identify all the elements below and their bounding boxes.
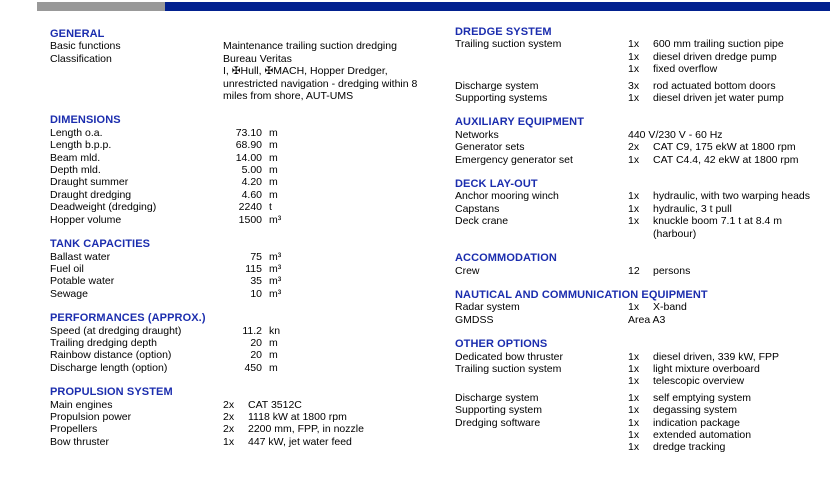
spec-quantity: 1x	[628, 190, 640, 203]
spec-label	[455, 63, 628, 75]
spec-value-line: miles from shore, AUT-UMS	[223, 90, 354, 103]
spec-quantity: 1x	[628, 38, 640, 51]
spec-value: 5.00	[241, 164, 262, 177]
spec-quantity: 2x	[628, 141, 640, 154]
spec-label: Rainbow distance (option)	[50, 349, 172, 362]
spec-row	[455, 190, 830, 202]
spec-unit: m	[269, 361, 278, 374]
spec-label: Beam mld.	[50, 151, 101, 164]
spec-description: CAT C9, 175 ekW at 1800 rpm	[653, 141, 796, 154]
spec-row	[50, 127, 422, 139]
spec-unit: m	[269, 126, 278, 139]
spec-value-line: I, ✠Hull, ✠MACH, Hopper Dredger,	[223, 65, 388, 78]
spec-row	[455, 38, 830, 50]
spec-description: dredge tracking	[653, 441, 726, 454]
spec-value: 20	[250, 349, 262, 362]
spec-label: Sewage	[50, 287, 88, 300]
spec-row	[455, 92, 830, 104]
spec-label: Crew	[455, 264, 480, 277]
spec-row	[455, 154, 830, 166]
spec-row	[455, 314, 830, 326]
spec-description: extended automation	[653, 428, 752, 441]
spec-value-line: Maintenance trailing suction dredging	[223, 40, 397, 53]
spec-value: 4.20	[241, 176, 262, 189]
spec-quantity: 1x	[628, 215, 640, 228]
spec-row	[455, 351, 830, 363]
spec-row	[50, 201, 422, 213]
spec-unit: m	[269, 188, 278, 201]
spec-row	[50, 40, 422, 52]
spec-value: 11.2	[242, 324, 262, 337]
spec-row	[50, 176, 422, 188]
section-title: DIMENSIONS	[50, 114, 121, 127]
spec-label: Generator sets	[455, 141, 525, 154]
spec-row	[455, 228, 830, 240]
spec-value: 115	[245, 262, 262, 275]
spec-label: Supporting system	[455, 404, 542, 417]
spec-row	[50, 263, 422, 275]
spec-label: Deadweight (dredging)	[50, 201, 157, 214]
spec-description: 600 mm trailing suction pipe	[653, 38, 784, 51]
spec-value-line: Bureau Veritas	[223, 52, 292, 65]
spec-row	[50, 214, 422, 226]
spec-label: Depth mld.	[50, 164, 101, 177]
spec-description: 1118 kW at 1800 rpm	[248, 410, 347, 423]
spec-row	[50, 399, 422, 411]
spec-value: 73.10	[235, 126, 262, 139]
spec-unit: m	[269, 336, 278, 349]
spec-label	[455, 429, 628, 441]
section-dredge-system	[455, 26, 830, 104]
spec-row	[455, 375, 830, 387]
spec-quantity: 1x	[628, 391, 640, 404]
spec-row	[455, 51, 830, 63]
spec-value: 14.00	[235, 151, 262, 164]
spec-description: 2200 mm, FPP, in nozzle	[248, 423, 364, 436]
spec-value: 4.60	[241, 188, 262, 201]
section-title: TANK CAPACITIES	[50, 238, 151, 251]
spec-unit: m	[269, 349, 278, 362]
spec-row	[50, 139, 422, 151]
spec-row	[50, 152, 422, 164]
spec-unit: t	[269, 201, 272, 214]
spec-row	[455, 141, 830, 153]
spec-unit: m	[269, 139, 278, 152]
spec-value: 10	[250, 287, 262, 300]
spec-row	[455, 215, 830, 227]
section-title: GENERAL	[50, 28, 105, 40]
section-title: NAUTICAL AND COMMUNICATION EQUIPMENT	[455, 288, 708, 301]
section-title: DECK LAY-OUT	[455, 178, 538, 191]
spec-value: 2240	[238, 201, 262, 214]
spec-quantity: 1x	[628, 63, 640, 76]
spec-row	[50, 189, 422, 201]
spec-row	[50, 251, 422, 263]
spec-label: Propellers	[50, 423, 98, 436]
section-title: OTHER OPTIONS	[455, 338, 548, 351]
spec-label: Fuel oil	[50, 262, 84, 275]
spec-value: 1500	[238, 213, 262, 226]
spec-label: Deck crane	[455, 215, 509, 228]
spec-quantity: 1x	[628, 301, 640, 314]
spec-unit: m³	[269, 275, 282, 288]
spec-description: CAT C4.4, 42 ekW at 1800 rpm	[653, 153, 799, 166]
spec-row	[50, 411, 422, 423]
spec-quantity: 1x	[628, 202, 640, 215]
spec-row	[50, 325, 422, 337]
spec-label: Classification	[50, 52, 112, 65]
spec-description: 447 kW, jet water feed	[248, 435, 352, 448]
spec-description: degassing system	[653, 404, 738, 417]
spec-description: hydraulic, 3 t pull	[653, 202, 732, 215]
spec-label: Dedicated bow thruster	[455, 350, 563, 363]
spec-value: 35	[250, 275, 262, 288]
spec-label: Radar system	[455, 301, 520, 314]
top-bar	[0, 0, 830, 12]
spec-label: Length b.p.p.	[50, 139, 112, 152]
spec-label: Discharge system	[455, 79, 539, 92]
spec-row	[50, 362, 422, 374]
section-deck-lay-out	[455, 178, 830, 240]
spec-description: CAT 3512C	[248, 398, 302, 411]
spec-row	[455, 80, 830, 92]
spec-value: 20	[250, 336, 262, 349]
spec-row	[50, 423, 422, 435]
spec-description: diesel driven dredge pump	[653, 50, 777, 63]
spec-row	[455, 129, 830, 141]
spec-unit: m³	[269, 250, 282, 263]
spec-unit: m³	[269, 262, 282, 275]
spec-unit: m³	[269, 213, 282, 226]
spec-label: Discharge system	[455, 391, 539, 404]
spec-description: light mixture overboard	[653, 362, 760, 375]
spec-unit: m	[269, 151, 278, 164]
section-title: PROPULSION SYSTEM	[50, 386, 173, 399]
spec-description: rod actuated bottom doors	[653, 79, 776, 92]
spec-quantity: 1x	[628, 362, 640, 375]
spec-label: Length o.a.	[50, 126, 103, 139]
section-nautical-and-communication-equipment	[455, 289, 830, 326]
spec-description: self emptying system	[653, 391, 752, 404]
spec-label: Main engines	[50, 398, 113, 411]
spec-description: X-band	[653, 301, 687, 314]
spec-row	[50, 337, 422, 349]
spec-row	[50, 164, 422, 176]
spec-quantity: 1x	[628, 404, 640, 417]
spec-quantity: 1x	[628, 350, 640, 363]
section-dimensions	[50, 114, 422, 226]
spec-description: diesel driven, 339 kW, FPP	[653, 350, 780, 363]
spec-label: Propulsion power	[50, 410, 132, 423]
section-title: AUXILIARY EQUIPMENT	[455, 116, 585, 129]
spec-quantity: 1x	[628, 441, 640, 454]
spec-quantity: 1x	[628, 375, 640, 388]
spec-description: indication package	[653, 416, 740, 429]
section-accommodation	[455, 252, 830, 277]
spec-label	[455, 375, 628, 387]
spec-quantity	[628, 228, 653, 240]
spec-label: Bow thruster	[50, 435, 109, 448]
spec-label: Discharge length (option)	[50, 361, 168, 374]
section-propulsion-system	[50, 386, 422, 448]
spec-row	[455, 301, 830, 313]
spec-label: Emergency generator set	[455, 153, 573, 166]
spec-label: Supporting systems	[455, 92, 548, 105]
spec-quantity: 3x	[628, 79, 640, 92]
left-column	[50, 28, 422, 460]
section-other-options	[455, 338, 830, 454]
spec-label	[455, 51, 628, 63]
spec-description: persons	[653, 264, 691, 277]
spec-value: 450	[244, 361, 262, 374]
top-bar-gray-segment	[37, 2, 165, 11]
section-title: PERFORMANCES (APPROX.)	[50, 312, 206, 325]
spec-quantity: 1x	[628, 416, 640, 429]
spec-label	[455, 228, 628, 240]
spec-label: Basic functions	[50, 40, 121, 53]
spec-unit: m	[269, 164, 278, 177]
spec-label: Networks	[455, 128, 499, 141]
spec-label: Trailing dredging depth	[50, 336, 158, 349]
spec-label	[455, 441, 628, 453]
spec-quantity: 2x	[223, 423, 235, 436]
spec-row	[455, 441, 830, 453]
spec-label: Capstans	[455, 202, 500, 215]
spec-label: Ballast water	[50, 250, 111, 263]
spec-quantity: 1x	[628, 92, 640, 105]
spec-row	[455, 363, 830, 375]
right-column	[455, 26, 830, 466]
spec-unit: m	[269, 176, 278, 189]
spec-quantity: 1x	[628, 50, 640, 63]
spec-quantity: 1x	[628, 428, 640, 441]
spec-row	[50, 275, 422, 287]
spec-description: knuckle boom 7.1 t at 8.4 m	[653, 215, 782, 228]
spec-label: Draught dredging	[50, 188, 132, 201]
spec-row	[50, 53, 422, 103]
top-bar-blue-segment	[165, 2, 830, 11]
spec-label: Trailing suction system	[455, 362, 562, 375]
spec-quantity: 1x	[223, 435, 235, 448]
spec-row	[455, 392, 830, 404]
spec-value: 68.90	[235, 139, 262, 152]
spec-row	[50, 349, 422, 361]
spec-row	[50, 288, 422, 300]
spec-label: Speed (at dredging draught)	[50, 324, 182, 337]
spec-label: Dredging software	[455, 416, 541, 429]
spec-quantity: 1x	[628, 153, 640, 166]
spec-label: Anchor mooring winch	[455, 190, 559, 203]
spec-value: 440 V/230 V - 60 Hz	[628, 128, 723, 141]
spec-description: (harbour)	[653, 227, 697, 240]
spec-row	[455, 63, 830, 75]
spec-quantity: 2x	[223, 410, 235, 423]
spec-unit: m³	[269, 287, 282, 300]
spec-quantity: 2x	[223, 398, 235, 411]
spec-label: Potable water	[50, 275, 115, 288]
spec-label: GMDSS	[455, 313, 494, 326]
spec-row	[455, 265, 830, 277]
spec-description: telescopic overview	[653, 375, 745, 388]
spec-row	[455, 429, 830, 441]
spec-row	[455, 404, 830, 416]
spec-unit: kn	[269, 324, 281, 337]
section-title: DREDGE SYSTEM	[455, 26, 552, 38]
spec-label: Draught summer	[50, 176, 129, 189]
section-title: ACCOMMODATION	[455, 252, 557, 265]
spec-value-lines	[223, 53, 417, 103]
spec-row	[455, 417, 830, 429]
section-general	[50, 28, 422, 102]
spec-label: Hopper volume	[50, 213, 122, 226]
spec-label: Trailing suction system	[455, 38, 562, 51]
spec-description: hydraulic, with two warping heads	[653, 190, 810, 203]
spec-description: fixed overflow	[653, 63, 718, 76]
section-performances-approx	[50, 312, 422, 374]
spec-quantity: 12	[628, 264, 640, 277]
spec-description: diesel driven jet water pump	[653, 92, 784, 105]
section-auxiliary-equipment	[455, 116, 830, 166]
spec-row	[50, 436, 422, 448]
spec-value: 75	[250, 250, 262, 263]
spec-value-lines	[223, 40, 397, 52]
spec-row	[455, 203, 830, 215]
spec-value: Area A3	[628, 313, 666, 326]
spec-value-line: unrestricted navigation - dredging within 8	[223, 77, 418, 90]
section-tank-capacities	[50, 238, 422, 300]
